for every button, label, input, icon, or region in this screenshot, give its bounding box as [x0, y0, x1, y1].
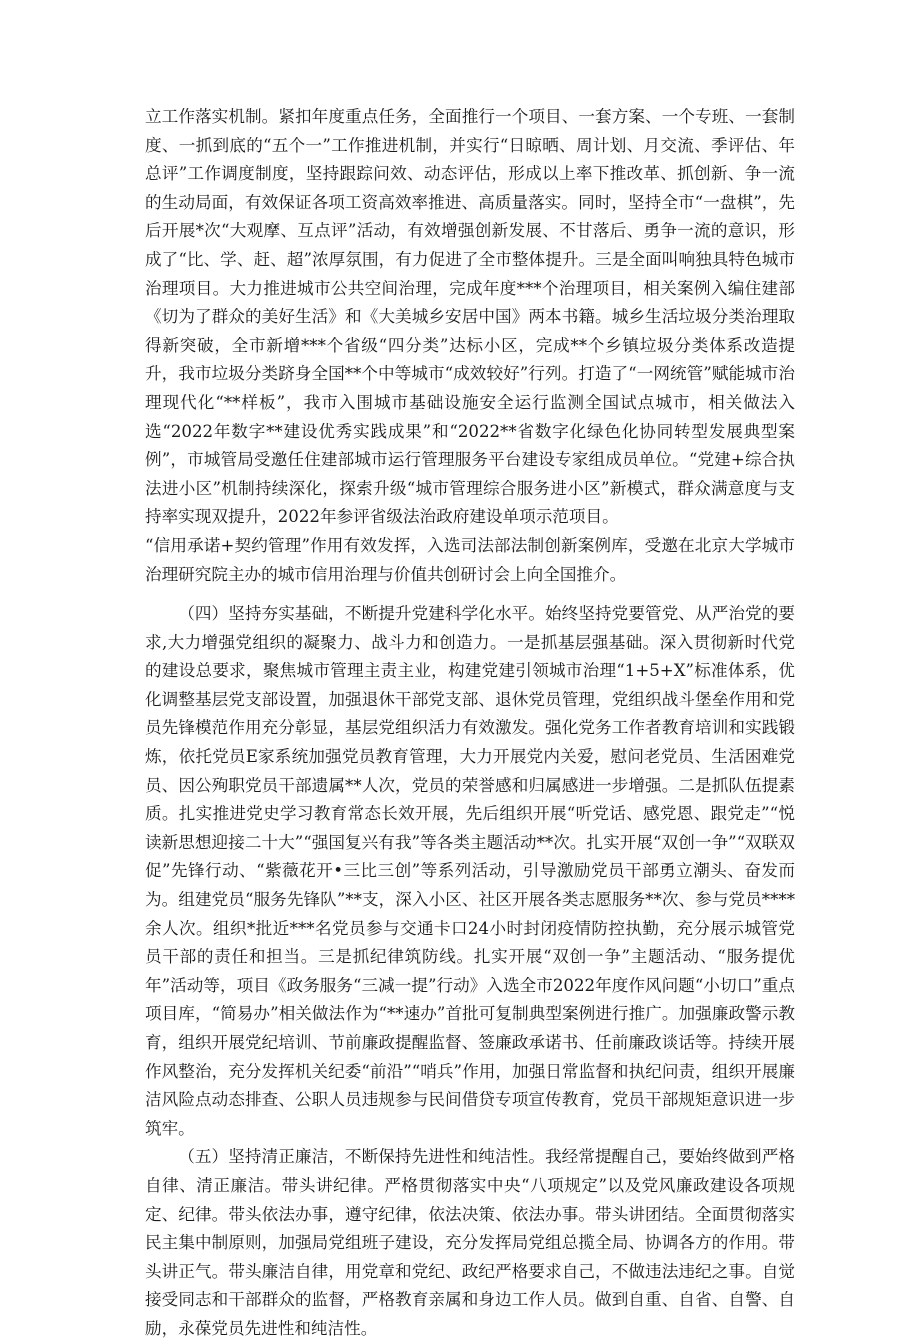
paragraph-section-four-party-building: （四）坚持夯实基础，不断提升党建科学化水平。始终坚持党要管党、从严治党的要求,大力增强党组织的凝聚力、战斗力和创造力。一是抓基层强基础。深入贯彻新时代党的建设总要求，聚焦城市管理主责主业，构建党建引领城市治理“1+5+X”标准体系，优化调整基层党支部设置，加强退休干部党支部、退休党员管理，党组织战斗堡垒作用和党员先锋模范作用充分彰显，基层党组织活力有效激发。强化党务工作者教育培训和实践锻炼，依托党员E家系统加强党员教育管理，大力开展党内关爱，慰问老党员、生活困难党员、因公殉职党员干部遗属**人次，党员的荣誉感和归属感进一步增强。二是抓队伍提素质。扎实推进党史学习教育常态长效开展，先后组织开展“听党话、感党恩、跟党走”“悦读新思想迎接二十大”“强国复兴有我”等各类主题活动**次。扎实开展“双创一争”“双联双促”先锋行动、“紫薇花开•三比三创”等系列活动，引导激励党员干部勇立潮头、奋发而为。组建党员“服务先锋队”**支，深入小区、社区开展各类志愿服务**次、参与党员****余人次。组织*批近***名党员参与交通卡口24小时封闭疫情防控执勤，充分展示城管党员干部的责任和担当。三是抓纪律筑防线。扎实开展“双创一争”主题活动、“服务提优年”活动等，项目《政务服务“三减一提”行动》入选全市2022年度作风问题“小切口”重点项目库，“简易办”相关做法作为“**速办”首批可复制典型案例进行推广。加强廉政警示教育，组织开展党纪培训、节前廉政提醒监督、签廉政承诺书、任前廉政谈话等。持续开展作风整治，充分发挥机关纪委“前沿”“哨兵”作用，加强日常监督和执纪问责，组织开展廉洁风险点动态排查、公职人员违规参与民间借贷专项宣传教育，党员干部规矩意识进一步筑牢。 — [145, 604, 795, 1138]
paragraph-credit-commitment: “信用承诺+契约管理”作用有效发挥，入选司法部法制创新案例库，受邀在北京大学城市治理研究院主办的城市信用治理与价值共创研讨会上向全国推介。 — [145, 535, 795, 584]
document-body — [145, 103, 795, 1344]
paragraph-section-five-integrity: （五）坚持清正廉洁，不断保持先进性和纯洁性。我经常提醒自己，要始终做到严格自律、清正廉洁。带头讲纪律。严格贯彻落实中央“八项规定”以及党风廉政建设各项规定、纪律。带头依法办事，遵守纪律，依法决策、依法办事。带头讲团结。全面贯彻落实民主集中制原则，加强局党组班子建设，充分发挥局党组总揽全局、协调各方的作用。带头讲正气。带头廉洁自律，用党章和党纪、政纪严格要求自己，不做违法违纪之事。自觉接受同志和干部群众的监督，严格教育亲属和身边工作人员。做到自重、自省、自警、自励，永葆党员先进性和纯洁性。 — [145, 1147, 795, 1338]
paragraph-continued-work-mechanism: 立工作落实机制。紧扣年度重点任务，全面推行一个项目、一套方案、一个专班、一套制度、一抓到底的“五个一”工作推进机制，并实行“日晾晒、周计划、月交流、季评估、年总评”工作调度制度，坚持跟踪问效、动态评估，形成以上率下推改革、抓创新、争一流的生动局面，有效保证各项工资高效率推进、高质量落实。同时，坚持全市“一盘棋”，先后开展*次“大观摩、互点评”活动，有效增强创新发展、不甘落后、勇争一流的意识，形成了“比、学、赶、超”浓厚氛围，有力促进了全市整体提升。三是全面叫响独具特色城市治理项目。大力推进城市公共空间治理，完成年度***个治理项目，相关案例入编住建部《切为了群众的美好生活》和《大美城乡安居中国》两本书籍。城乡生活垃圾分类治理取得新突破，全市新增***个省级“四分类”达标小区，完成**个乡镇垃圾分类体系改造提升，我市垃圾分类跻身全国**个中等城市“成效较好”行列。打造了“一网统管”赋能城市治理现代化“**样板”，我市入围城市基础设施安全运行监测全国试点城市，相关做法入选“2022年数字**建设优秀实践成果”和“2022**省数字化绿色化协同转型发展典型案例”，市城管局受邀任住建部城市运行管理服务平台建设专家组成员单位。“党建+综合执法进小区”机制持续深化，探索升级“城市管理综合服务进小区”新模式，群众满意度与支持率实现双提升，2022年参评省级法治政府建设单项示范项目。 — [145, 107, 795, 527]
